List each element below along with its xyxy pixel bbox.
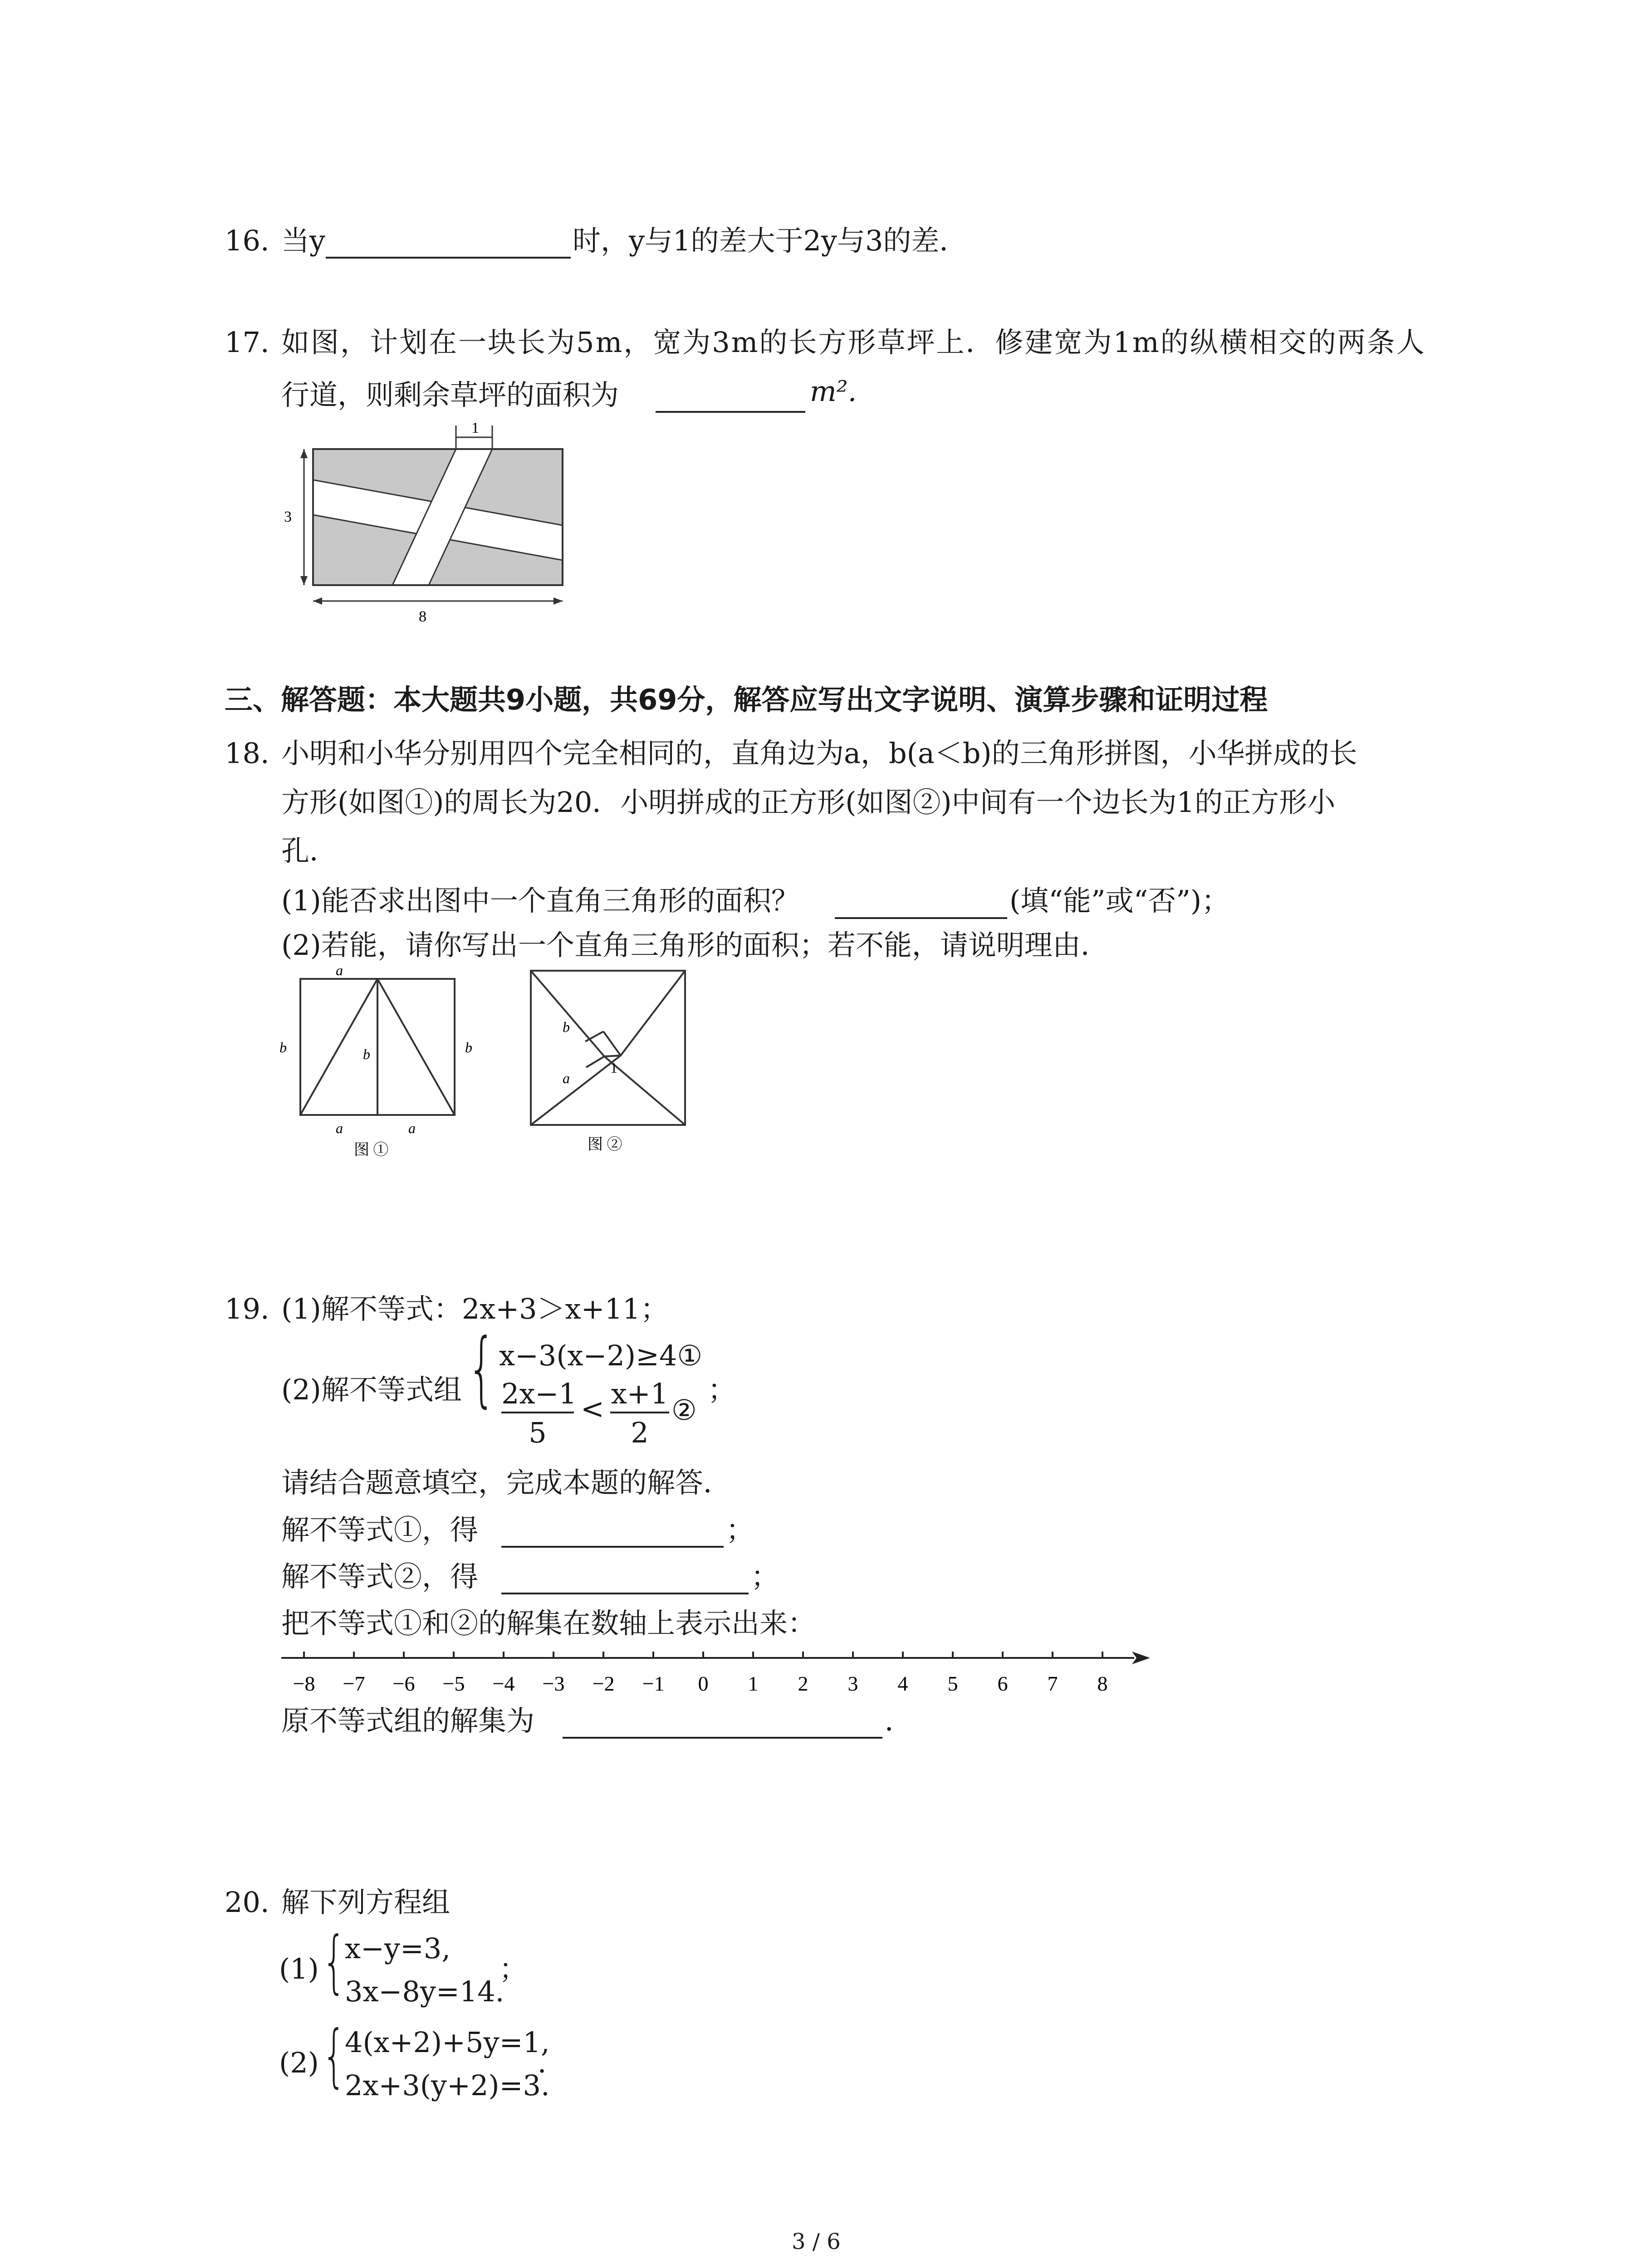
fig17-label-height: 3 <box>284 508 292 525</box>
q19-solve2-end: ； <box>751 1560 779 1593</box>
fig18a-label-a-bottom-right: a <box>408 1120 416 1136</box>
q18-sub2: (2)若能，请你写出一个直角三角形的面积；若不能，请说明理由． <box>281 929 1109 962</box>
q19-solve1-label: 解不等式①，得 <box>281 1513 479 1546</box>
fig18a-label-a-top: a <box>336 962 343 978</box>
q19-number: 19. <box>225 1292 269 1325</box>
number-line-tick-label: 4 <box>897 1672 908 1695</box>
q19-solve1-blank[interactable] <box>501 1541 724 1548</box>
fig18a-label-a-bottom-left: a <box>336 1120 343 1136</box>
q16-number: 16. <box>225 224 269 257</box>
q19-solve1-end: ； <box>726 1513 754 1546</box>
q20-number: 20. <box>225 1886 269 1919</box>
fig18b-label-b: b <box>563 1019 570 1035</box>
q20-part1-brace: { <box>322 1922 346 2001</box>
fig18b-label-a: a <box>563 1070 570 1086</box>
number-line-tick-label: −6 <box>392 1672 415 1695</box>
q17-unit: m². <box>810 375 857 408</box>
number-line[interactable] <box>272 1644 1152 1703</box>
number-line-tick-label: 2 <box>798 1672 808 1695</box>
q20-part2-end: ． <box>538 2046 566 2079</box>
q19-inequality1: x−3(x−2)≥4① <box>499 1339 703 1372</box>
q18-sub1-hint: (填“能”或“否”)； <box>1009 884 1230 917</box>
q20-part1-end: ； <box>499 1952 528 1985</box>
q20-part1-label: (1) <box>279 1952 319 1985</box>
q18-sub1-question: (1)能否求出图中一个直角三角形的面积？ <box>281 884 799 917</box>
q16-answer-blank[interactable] <box>326 252 571 259</box>
page-number: 3 / 6 <box>792 2229 841 2254</box>
number-line-tick-label: 0 <box>698 1672 709 1695</box>
q17-line1: 如图，计划在一块长为5m，宽为3m的长方形草坪上．修建宽为1m的纵横相交的两条人 <box>281 326 1426 359</box>
q19-less-than: < <box>581 1392 604 1425</box>
q19-fraction1-denominator: 5 <box>529 1416 547 1449</box>
q19-sub1: (1)解不等式：2x+3＞x+11； <box>281 1292 669 1325</box>
q16-text-end: 时，y与1的差大于2y与3的差． <box>573 224 968 257</box>
fig18-rectangle-diagram <box>272 962 481 1161</box>
number-line-arrow <box>1132 1652 1150 1664</box>
number-line-tick-label: −5 <box>442 1672 465 1695</box>
number-line-tick-label: 1 <box>748 1672 759 1695</box>
number-line-tick-label: −4 <box>492 1672 515 1695</box>
q19-fraction2-numerator: x+1 <box>611 1377 669 1410</box>
number-line-tick-label: −1 <box>642 1672 665 1695</box>
q20-part2-eq2: 2x+3(y+2)=3. <box>345 2069 550 2102</box>
fig18a-label-b-right: b <box>465 1039 472 1056</box>
q19-fill-intro: 请结合题意填空，完成本题的解答． <box>281 1466 732 1499</box>
q20-part2-label: (2) <box>279 2046 319 2079</box>
number-line-tick-label: 3 <box>847 1672 858 1695</box>
q19-sub2-label: (2)解不等式组 <box>281 1373 462 1406</box>
q19-fraction2-denominator: 2 <box>631 1416 649 1449</box>
q18-line3: 孔． <box>281 834 338 867</box>
q19-system-end: ； <box>708 1373 736 1406</box>
q18-number: 18. <box>225 737 269 770</box>
q19-solve2-blank[interactable] <box>501 1588 749 1594</box>
fig18b-label-one: 1 <box>610 1060 617 1076</box>
q20-part2-eq1: 4(x+2)+5y=1, <box>345 2026 550 2059</box>
q20-part2-brace: { <box>322 2016 346 2095</box>
q19-solution-set-end: ． <box>885 1704 913 1737</box>
fig17-label-width: 1 <box>471 420 479 436</box>
number-line-tick-label: 8 <box>1097 1672 1108 1695</box>
q17-number: 17. <box>225 326 269 359</box>
section3-heading: 三、解答题：本大题共9小题，共69分，解答应写出文字说明、演算步骤和证明过程 <box>225 683 1268 716</box>
q20-part1-eq2: 3x−8y=14. <box>345 1975 505 2008</box>
fig18-square-diagram <box>517 962 708 1161</box>
q19-solution-set-label: 原不等式组的解集为 <box>281 1704 535 1737</box>
q19-fraction2 <box>610 1377 669 1449</box>
number-line-tick-label: −3 <box>542 1672 565 1695</box>
q17-answer-blank[interactable] <box>656 406 805 413</box>
number-line-tick-label: −2 <box>592 1672 615 1695</box>
number-line-tick-label: −8 <box>293 1672 315 1695</box>
q17-line2: 行道，则剩余草坪的面积为 <box>281 378 619 411</box>
number-line-tick-label: 6 <box>997 1672 1008 1695</box>
fig18b-caption: 图 ② <box>588 1136 622 1153</box>
number-line-tick-label: 5 <box>947 1672 958 1695</box>
q19-plot-instruction: 把不等式①和②的解集在数轴上表示出来： <box>281 1607 816 1640</box>
q20-part1-eq1: x−y=3, <box>345 1932 451 1965</box>
q19-system-brace: { <box>467 1321 496 1416</box>
q18-sub1-answer-blank[interactable] <box>835 913 1007 919</box>
fig17-label-length: 8 <box>419 608 426 625</box>
q19-solve2-label: 解不等式②，得 <box>281 1560 479 1593</box>
q20-title: 解下列方程组 <box>281 1886 451 1919</box>
q19-fraction1-numerator: 2x−1 <box>501 1377 577 1410</box>
q19-solution-set-blank[interactable] <box>563 1732 882 1739</box>
q18-line2: 方形(如图①)的周长为20．小明拼成的正方形(如图②)中间有一个边长为1的正方形小 <box>281 786 1336 819</box>
q19-circle2: ② <box>671 1393 697 1427</box>
fig17-lawn-diagram <box>281 413 572 631</box>
number-line-tick-label: 7 <box>1047 1672 1058 1695</box>
q19-fraction1 <box>501 1377 577 1449</box>
fig18a-label-b-left: b <box>279 1039 287 1056</box>
fig18a-caption: 图 ① <box>354 1142 389 1158</box>
fig18a-label-b-mid: b <box>363 1046 370 1062</box>
number-line-tick-label: −7 <box>343 1672 365 1695</box>
q18-line1: 小明和小华分别用四个完全相同的，直角边为a，b(a＜b)的三角形拼图，小华拼成的长 <box>281 737 1357 770</box>
q16-text-start: 当y <box>281 224 326 257</box>
